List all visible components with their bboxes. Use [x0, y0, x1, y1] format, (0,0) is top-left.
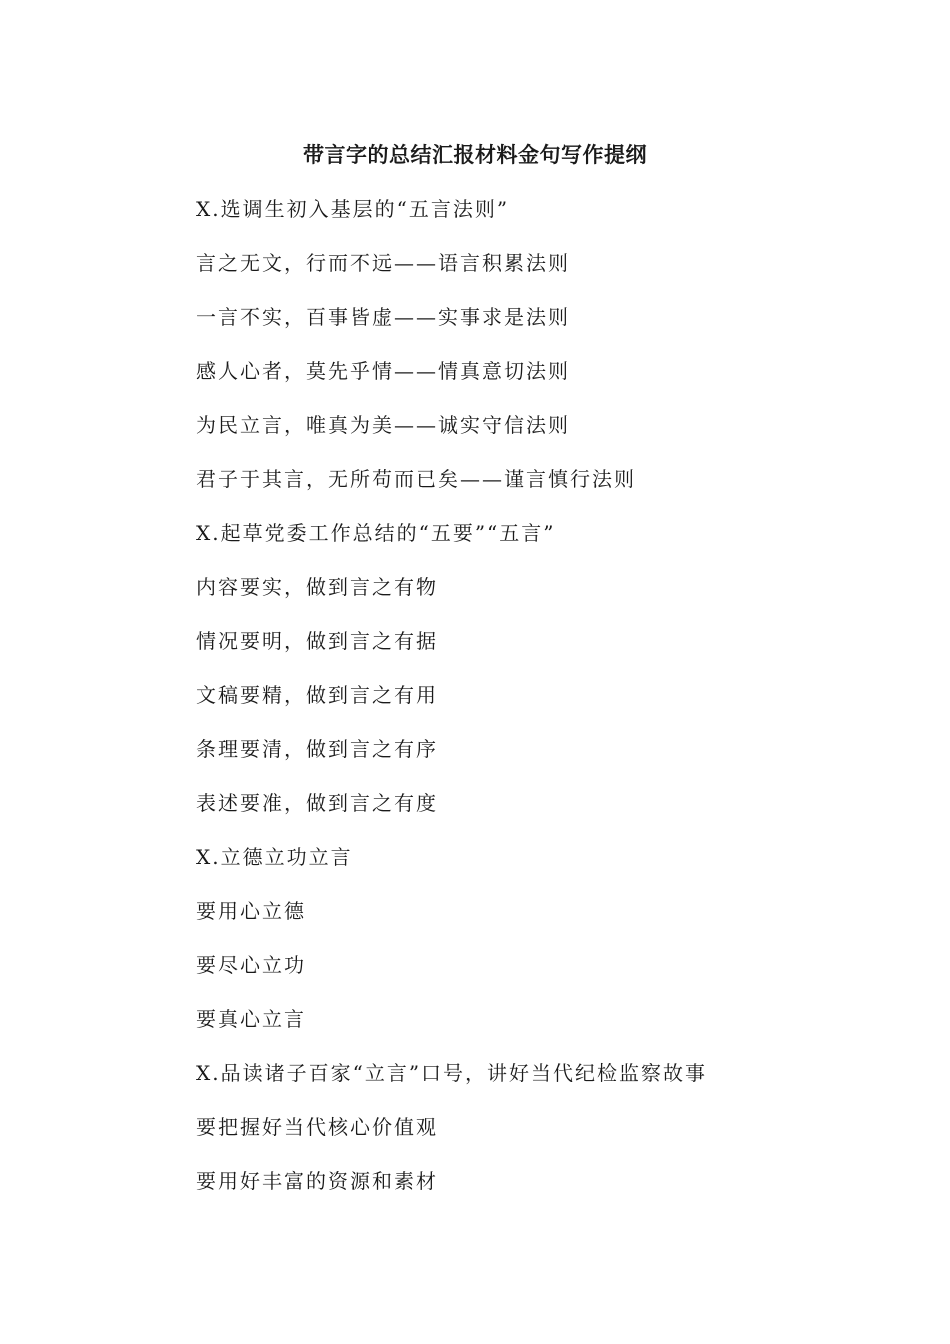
text-line: 内容要实，做到言之有物 [196, 575, 438, 599]
text-line: 要用好丰富的资源和素材 [196, 1169, 438, 1193]
document-body [196, 194, 896, 1220]
section-heading: X.品读诸子百家“立言”口号，讲好当代纪检监察故事 [196, 1061, 708, 1085]
text-line: 一言不实，百事皆虚——实事求是法则 [196, 305, 570, 329]
section-heading: X.起草党委工作总结的“五要”“五言” [196, 521, 556, 545]
section-heading: X.立德立功立言 [196, 845, 353, 869]
text-line: 表述要准，做到言之有度 [196, 791, 438, 815]
text-line: 感人心者，莫先乎情——情真意切法则 [196, 359, 570, 383]
text-line: 文稿要精，做到言之有用 [196, 683, 438, 707]
text-line: 为民立言，唯真为美——诚实守信法则 [196, 413, 570, 437]
text-line: 要尽心立功 [196, 953, 306, 977]
section-heading: X.选调生初入基层的“五言法则” [196, 197, 510, 221]
text-line: 条理要清，做到言之有序 [196, 737, 438, 761]
text-line: 情况要明，做到言之有据 [196, 629, 438, 653]
text-line: 言之无文，行而不远——语言积累法则 [196, 251, 570, 275]
text-line: 要真心立言 [196, 1007, 306, 1031]
text-line: 君子于其言，无所苟而已矣——谨言慎行法则 [196, 467, 636, 491]
text-line: 要用心立德 [196, 899, 306, 923]
document-title: 带言字的总结汇报材料金句写作提纲 [303, 142, 647, 167]
text-line: 要把握好当代核心价值观 [196, 1115, 438, 1139]
